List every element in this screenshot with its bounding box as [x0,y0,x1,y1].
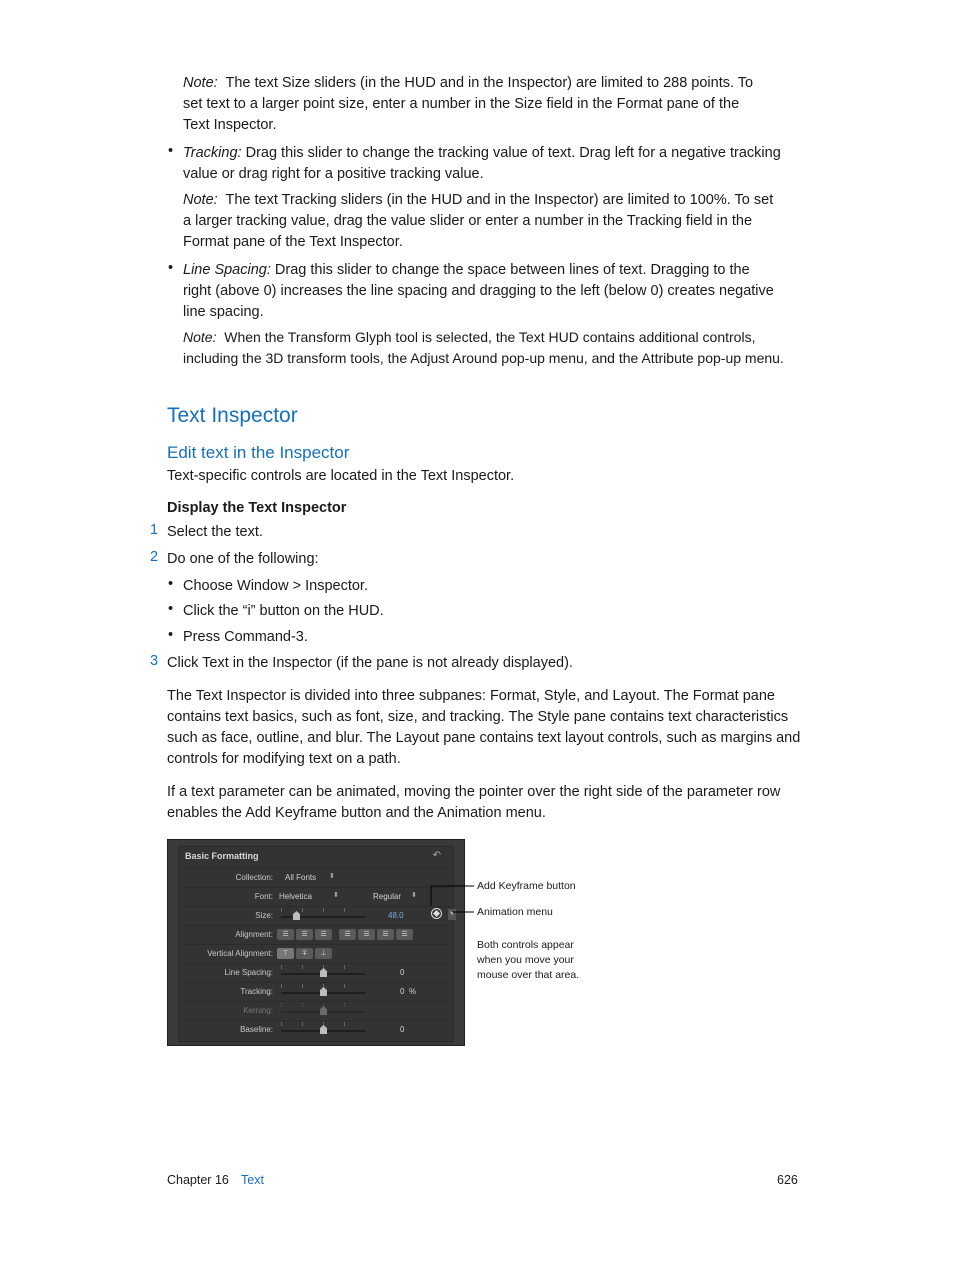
baseline-row [181,1020,451,1040]
tracking-value[interactable]: 0 [400,987,405,996]
linespacing-item: Line Spacing: Drag this slider to change the space between lines of text. Dragging to the right (above 0) increases the line spacing and dragging to the left (below 0) creates negative line spacing. [183,262,774,320]
bullet: • [168,143,174,159]
step-text: Click Text in the Inspector (if the pane is not already displayed). [167,655,573,671]
subsection-title: Edit text in the Inspector [167,443,350,462]
animation-menu-icon[interactable]: ▼ [448,909,456,920]
collection-row [181,868,451,888]
line-spacing-label: Line Spacing: [224,968,273,977]
size-slider[interactable] [281,916,365,918]
slider-thumb[interactable] [320,968,327,977]
alignment-label: Alignment: [235,930,273,939]
step2-bullet: Press Command-3. [183,629,308,645]
popup-arrows-icon: ⬍ [329,873,335,880]
collection-value[interactable]: All Fonts [285,873,317,882]
collection-label: Collection: [235,873,273,882]
justify-center-icon[interactable]: ☰ [358,929,375,940]
step-number: 3 [150,653,159,669]
tracking-slider[interactable] [281,992,365,994]
popup-arrows-icon: ⬍ [411,892,417,899]
slider-thumb [320,1006,327,1015]
slider-ticks [281,1003,365,1007]
step2-bullet: Choose Window > Inspector. [183,578,368,594]
step-number: 1 [150,522,159,538]
valign-top-icon[interactable]: ⊤ [277,948,294,959]
valign-middle-icon[interactable]: ∓ [296,948,313,959]
step2-bullet: Click the “i” button on the HUD. [183,603,384,619]
slider-ticks [281,984,365,988]
font-family-value[interactable]: Helvetica [279,892,312,901]
popup-arrows-icon: ⬍ [333,892,339,899]
slider-thumb[interactable] [320,987,327,996]
tracking-unit: % [409,987,417,996]
justify-right-icon[interactable]: ☰ [377,929,394,940]
slider-ticks [281,1022,365,1026]
section-title: Text Inspector [167,404,298,427]
justify-left-icon[interactable]: ☰ [339,929,356,940]
kerning-label: Kerning: [243,1006,273,1015]
step-text: Select the text. [167,524,263,540]
note-transform-glyph: Note: When the Transform Glyph tool is selected, the Text HUD contains additional controls, including the 3D transform tools, the Adjust Around pop-up menu, and the Attribute pop-up menu. [183,329,784,366]
font-style-value[interactable]: Regular [373,892,402,901]
footer-chapter: Chapter 16 [167,1173,229,1187]
note-tracking: Note: The text Tracking sliders (in the HUD and in the Inspector) are limited to 100%. To set a larger tracking value, drag the value slider or enter a number in the Tracking field in the Format pane of the Text Inspector. [183,192,774,250]
footer-chapter-link[interactable]: Text [241,1173,264,1187]
inspector-panel [167,839,465,1046]
tracking-row [181,982,451,1002]
add-keyframe-icon[interactable] [431,908,442,919]
alignment-row [181,925,451,945]
baseline-label: Baseline: [240,1025,273,1034]
bullet: • [168,576,174,592]
reset-arrow-icon[interactable]: ↶ [432,850,441,861]
slider-thumb[interactable] [320,1025,327,1034]
size-row [181,906,455,926]
baseline-value[interactable]: 0 [400,1025,405,1034]
kerning-row [181,1001,451,1021]
step-number: 2 [150,549,159,565]
panel-header: Basic Formatting [185,851,259,861]
kerning-slider [281,1011,365,1013]
task-title: Display the Text Inspector [167,500,347,516]
line-spacing-slider[interactable] [281,973,365,975]
size-label: Size: [255,911,273,920]
bullet: • [168,260,174,276]
paragraph-subpanes: The Text Inspector is divided into three subpanes: Format, Style, and Layout. The Format pane contains text basics, such as font, size, and tracking. The Style pane contains text characteristics such as face, outline, and blur. The Layout pane contains text layout controls, such as margins and controls for modifying text on a path. [167,688,801,767]
vertical-alignment-label: Vertical Alignment: [207,949,273,958]
line-spacing-value[interactable]: 0 [400,968,405,977]
step-text: Do one of the following: [167,551,319,567]
note-size: Note: The text Size sliders (in the HUD and in the Inspector) are limited to 288 points. To set text to a larger point size, enter a number in the Size field in the Format pane of the Text Inspector. [183,75,754,133]
subsection-intro: Text-specific controls are located in the Text Inspector. [167,468,515,484]
font-label: Font: [254,892,273,901]
tracking-item: Tracking: Drag this slider to change the tracking value of text. Drag left for a negative tracking value or drag right for a positive tracking value. [183,145,781,182]
justify-full-icon[interactable]: ☰ [396,929,413,940]
tracking-label: Tracking: [240,987,273,996]
paragraph-animation: If a text parameter can be animated, moving the pointer over the right side of the parameter row enables the Add Keyframe button and the Animation menu. [167,784,781,821]
valign-bottom-icon[interactable]: ⊥ [315,948,332,959]
bullet: • [168,627,174,643]
align-right-icon[interactable]: ☰ [315,929,332,940]
line-spacing-row [181,963,451,983]
basic-formatting-group [178,846,454,1042]
slider-ticks [281,908,365,912]
size-value[interactable]: 48.0 [388,911,404,920]
page-number: 626 [777,1173,798,1187]
callout-add-keyframe: Add Keyframe button [477,880,576,892]
callout-note: Both controls appear when you move your mouse over that area. [477,939,580,981]
align-left-icon[interactable]: ☰ [277,929,294,940]
callout-animation-menu: Animation menu [477,906,553,918]
font-row [181,887,451,907]
slider-thumb[interactable] [293,911,300,920]
baseline-slider[interactable] [281,1030,365,1032]
align-center-icon[interactable]: ☰ [296,929,313,940]
vertical-alignment-row [181,944,451,964]
bullet: • [168,601,174,617]
slider-ticks [281,965,365,969]
